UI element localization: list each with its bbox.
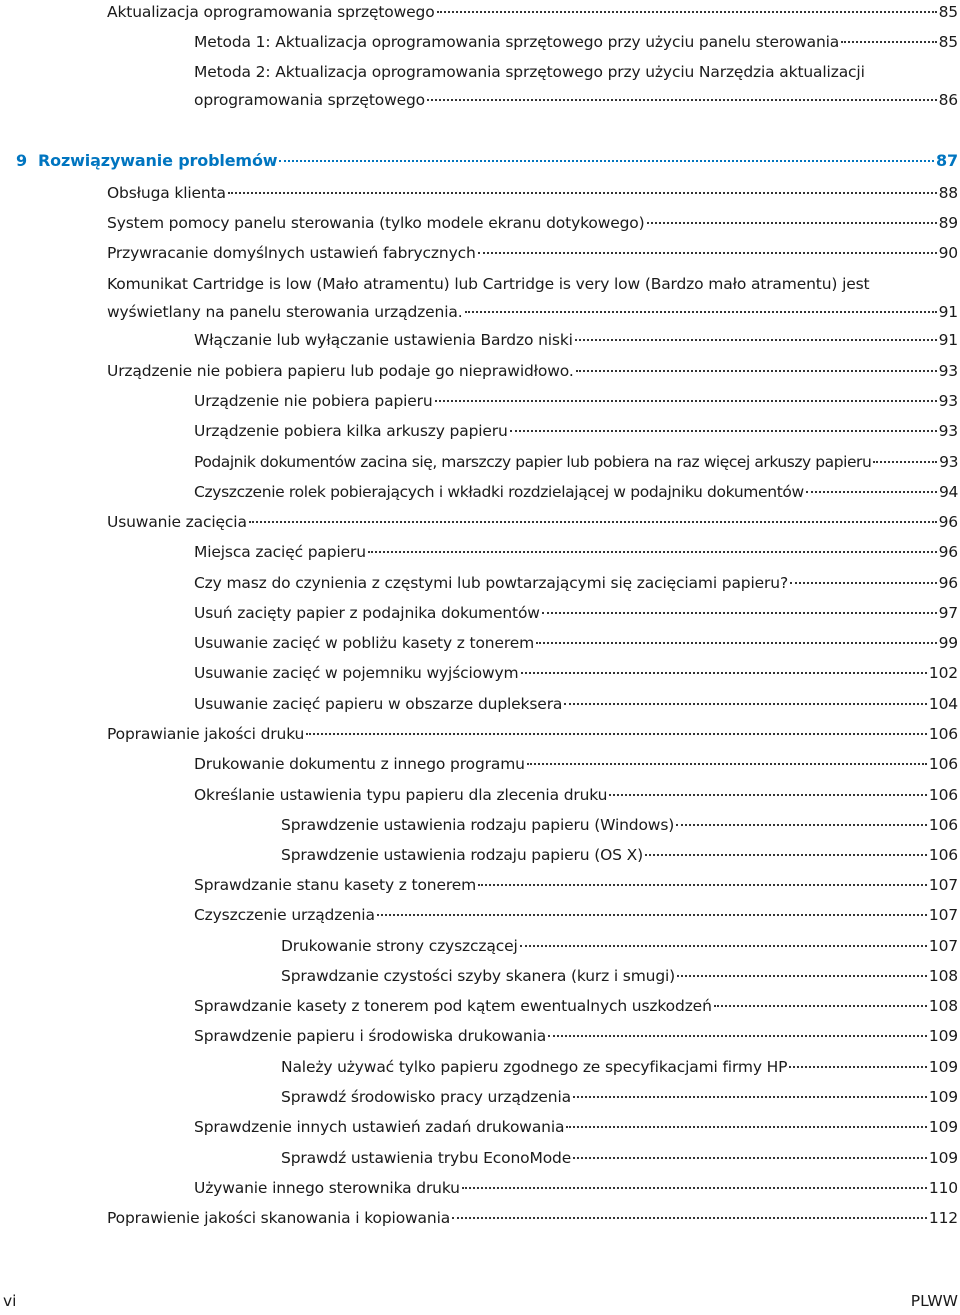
toc-entry-page: 96	[938, 513, 958, 531]
toc-entry[interactable]	[194, 538, 958, 566]
dot-leader	[520, 945, 927, 947]
toc-entry-page: 109	[928, 1088, 958, 1106]
toc-entry-title: Usuwanie zacięć w pojemniku wyjściowym	[194, 664, 519, 682]
dot-leader	[462, 1187, 927, 1189]
toc-entry[interactable]	[281, 841, 958, 869]
toc-entry[interactable]	[194, 629, 958, 657]
toc-entry-page: 91	[938, 331, 958, 349]
dot-leader	[427, 99, 937, 101]
toc-entry[interactable]	[194, 326, 958, 354]
toc-entry[interactable]	[107, 0, 958, 26]
dot-leader	[435, 400, 937, 402]
toc-entry-title: System pomocy panelu sterowania (tylko modele ekranu dotykowego)	[107, 214, 645, 232]
toc-entry[interactable]	[107, 508, 958, 536]
dot-leader	[647, 222, 937, 224]
chapter-page: 87	[936, 151, 958, 170]
toc-entry-page: 94	[938, 483, 958, 501]
toc-entry-page: 89	[938, 214, 958, 232]
dot-leader	[368, 551, 937, 553]
dot-leader	[566, 1126, 927, 1128]
toc-entry-title: Usuń zacięty papier z podajnika dokumentów	[194, 604, 540, 622]
dot-leader	[452, 1217, 927, 1219]
dot-leader	[789, 1066, 927, 1068]
toc-entry[interactable]	[281, 932, 958, 960]
toc-entry-page: 107	[928, 876, 958, 894]
toc-entry[interactable]	[194, 992, 958, 1020]
toc-entry[interactable]	[194, 58, 958, 114]
toc-entry-title: oprogramowania sprzętowego	[194, 91, 426, 109]
toc-entry-title: Czyszczenie rolek pobierających i wkładki rozdzielającej w podajniku dokumentów	[194, 483, 804, 501]
dot-leader	[228, 192, 937, 194]
toc-entry[interactable]	[107, 209, 958, 237]
toc-entry-page: 88	[938, 184, 958, 202]
toc-entry-page: 97	[938, 604, 958, 622]
toc-entry-title: Usuwanie zacięć w pobliżu kasety z tonerem	[194, 634, 535, 652]
dot-leader	[790, 582, 937, 584]
dot-leader	[677, 975, 927, 977]
dot-leader	[437, 11, 937, 13]
dot-leader	[573, 1157, 927, 1159]
toc-entry-title: wyświetlany na panelu sterowania urządzenia.	[107, 303, 463, 321]
dot-leader	[279, 160, 934, 162]
toc-entry-title: Poprawianie jakości druku	[107, 725, 305, 743]
toc-entry-page: 106	[928, 846, 958, 864]
toc-entry-page: 112	[928, 1209, 958, 1227]
dot-leader	[521, 672, 927, 674]
toc-entry[interactable]	[194, 448, 958, 476]
dot-leader	[841, 41, 936, 43]
dot-leader	[527, 763, 927, 765]
toc-entry-page: 93	[938, 362, 958, 380]
toc-entry[interactable]	[194, 478, 958, 506]
toc-entry[interactable]	[281, 1053, 958, 1081]
dot-leader	[478, 252, 937, 254]
toc-entry[interactable]	[194, 781, 958, 809]
toc-entry-title: Miejsca zacięć papieru	[194, 543, 366, 561]
toc-entry-title: Sprawdzanie czystości szyby skanera (kurz i smugi)	[281, 967, 676, 985]
toc-entry-title: Sprawdzenie papieru i środowiska drukowania	[194, 1027, 547, 1045]
footer-page-number: vi	[3, 1292, 17, 1310]
dot-leader	[306, 733, 927, 735]
toc-entry[interactable]	[194, 417, 958, 445]
toc-entry-page: 93	[939, 453, 958, 471]
toc-entry[interactable]	[107, 357, 958, 385]
toc-entry-title: Sprawdzenie innych ustawień zadań drukowania	[194, 1118, 565, 1136]
toc-entry[interactable]	[194, 599, 958, 627]
toc-entry-title: Obsługa klienta	[107, 184, 226, 202]
toc-entry-title: Określanie ustawienia typu papieru dla zlecenia druku	[194, 786, 608, 804]
toc-entry-page: 107	[928, 937, 958, 955]
toc-entry[interactable]	[194, 1113, 958, 1141]
toc-entry-title: Podajnik dokumentów zacina się, marszczy papier lub pobiera na raz więcej arkuszy papieru	[194, 453, 872, 471]
toc-entry-page: 108	[928, 997, 958, 1015]
toc-entry-page: 106	[928, 816, 958, 834]
dot-leader	[609, 794, 927, 796]
toc-entry-title: Sprawdzenie ustawienia rodzaju papieru (Windows)	[281, 816, 675, 834]
toc-entry-title: Aktualizacja oprogramowania sprzętowego	[107, 3, 435, 21]
toc-entry[interactable]	[281, 962, 958, 990]
toc-entry-page: 90	[938, 244, 958, 262]
dot-leader	[576, 370, 937, 372]
toc-entry-title: Poprawienie jakości skanowania i kopiowania	[107, 1209, 451, 1227]
chapter-heading[interactable]	[16, 147, 958, 175]
toc-entry-page: 99	[938, 634, 958, 652]
toc-entry[interactable]	[194, 28, 958, 56]
toc-entry[interactable]	[107, 1204, 958, 1232]
toc-entry-title: Włączanie lub wyłączanie ustawienia Bardzo niski	[194, 331, 573, 349]
toc-entry[interactable]	[194, 871, 958, 899]
toc-entry[interactable]	[194, 1174, 958, 1202]
toc-entry-title: Używanie innego sterownika druku	[194, 1179, 460, 1197]
toc-entry-page: 86	[938, 91, 958, 109]
toc-entry[interactable]	[107, 179, 958, 207]
toc-entry-title-line1: Metoda 2: Aktualizacja oprogramowania sprzętowego przy użyciu Narzędzia aktualizacji	[194, 63, 865, 81]
toc-entry-page: 96	[938, 574, 958, 592]
toc-entry-title: Przywracanie domyślnych ustawień fabrycznych	[107, 244, 476, 262]
toc-entry-page: 96	[938, 543, 958, 561]
toc-entry-page: 104	[928, 695, 958, 713]
toc-entry-title: Drukowanie dokumentu z innego programu	[194, 755, 525, 773]
dot-leader	[536, 642, 936, 644]
toc-entry-page: 109	[928, 1118, 958, 1136]
toc-entry[interactable]	[194, 659, 958, 687]
dot-leader	[645, 854, 927, 856]
toc-entry[interactable]	[107, 720, 958, 748]
toc-entry-title: Sprawdzenie ustawienia rodzaju papieru (OS X)	[281, 846, 643, 864]
toc-entry-page: 106	[928, 755, 958, 773]
dot-leader	[573, 1096, 927, 1098]
toc-entry-title: Czy masz do czynienia z częstymi lub powtarzającymi się zacięciami papieru?	[194, 574, 789, 592]
toc-entry-title: Drukowanie strony czyszczącej	[281, 937, 518, 955]
toc-entry[interactable]	[194, 901, 958, 929]
toc-entry-title: Usuwanie zacięć papieru w obszarze dupleksera	[194, 695, 563, 713]
toc-entry-page: 109	[928, 1027, 958, 1045]
dot-leader	[478, 884, 927, 886]
toc-entry-page: 93	[938, 392, 958, 410]
chapter-title: Rozwiązywanie problemów	[38, 151, 278, 170]
toc-entry-title: Urządzenie pobiera kilka arkuszy papieru	[194, 422, 508, 440]
toc-entry-title: Urządzenie nie pobiera papieru lub podaje go nieprawidłowo.	[107, 362, 574, 380]
toc-entry-title-line1: Komunikat Cartridge is low (Mało atramentu) lub Cartridge is very low (Bardzo mało atramentu) jest	[107, 275, 870, 293]
toc-entry[interactable]	[194, 750, 958, 778]
dot-leader	[873, 461, 937, 463]
toc-entry[interactable]	[194, 569, 958, 597]
toc-entry-page: 110	[928, 1179, 958, 1197]
dot-leader	[714, 1005, 927, 1007]
toc-entry[interactable]	[281, 1083, 958, 1111]
dot-leader	[575, 339, 937, 341]
toc-entry-page: 108	[928, 967, 958, 985]
toc-entry-title: Czyszczenie urządzenia	[194, 906, 375, 924]
dot-leader	[548, 1035, 927, 1037]
toc-entry-title: Urządzenie nie pobiera papieru	[194, 392, 433, 410]
toc-entry-page: 106	[928, 725, 958, 743]
toc-entry-page: 102	[928, 664, 958, 682]
toc-entry-title: Sprawdź środowisko pracy urządzenia	[281, 1088, 571, 1106]
chapter-number: 9	[16, 151, 27, 170]
toc-entry[interactable]	[194, 690, 958, 718]
toc-entry-page: 85	[938, 3, 958, 21]
toc-entry[interactable]	[107, 270, 958, 326]
dot-leader	[542, 612, 937, 614]
dot-leader	[510, 430, 937, 432]
toc-entry[interactable]	[281, 811, 958, 839]
toc-entry[interactable]	[107, 239, 958, 267]
toc-entry[interactable]	[194, 1022, 958, 1050]
toc-entry[interactable]	[281, 1144, 958, 1172]
toc-entry-page: 109	[928, 1149, 958, 1167]
dot-leader	[249, 521, 937, 523]
toc-entry-page: 106	[928, 786, 958, 804]
dot-leader	[564, 703, 927, 705]
toc-entry-title: Sprawdzanie stanu kasety z tonerem	[194, 876, 477, 894]
toc-entry-title: Metoda 1: Aktualizacja oprogramowania sprzętowego przy użyciu panelu sterowania	[194, 33, 840, 51]
toc-entry-title: Sprawdzanie kasety z tonerem pod kątem ewentualnych uszkodzeń	[194, 997, 712, 1015]
dot-leader	[465, 311, 937, 313]
toc-entry-title: Usuwanie zacięcia	[107, 513, 247, 531]
toc-entry-page: 93	[938, 422, 958, 440]
toc-entry-page: 85	[938, 33, 958, 51]
toc-entry-title: Sprawdź ustawienia trybu EconoMode	[281, 1149, 572, 1167]
dot-leader	[676, 824, 927, 826]
dot-leader	[377, 914, 927, 916]
toc-entry-page: 109	[928, 1058, 958, 1076]
toc-entry-title: Należy używać tylko papieru zgodnego ze specyfikacjami firmy HP	[281, 1058, 788, 1076]
toc-entry-page: 91	[938, 303, 958, 321]
dot-leader	[806, 491, 937, 493]
toc-entry-page: 107	[928, 906, 958, 924]
footer-locale: PLWW	[910, 1292, 958, 1310]
toc-entry[interactable]	[194, 387, 958, 415]
